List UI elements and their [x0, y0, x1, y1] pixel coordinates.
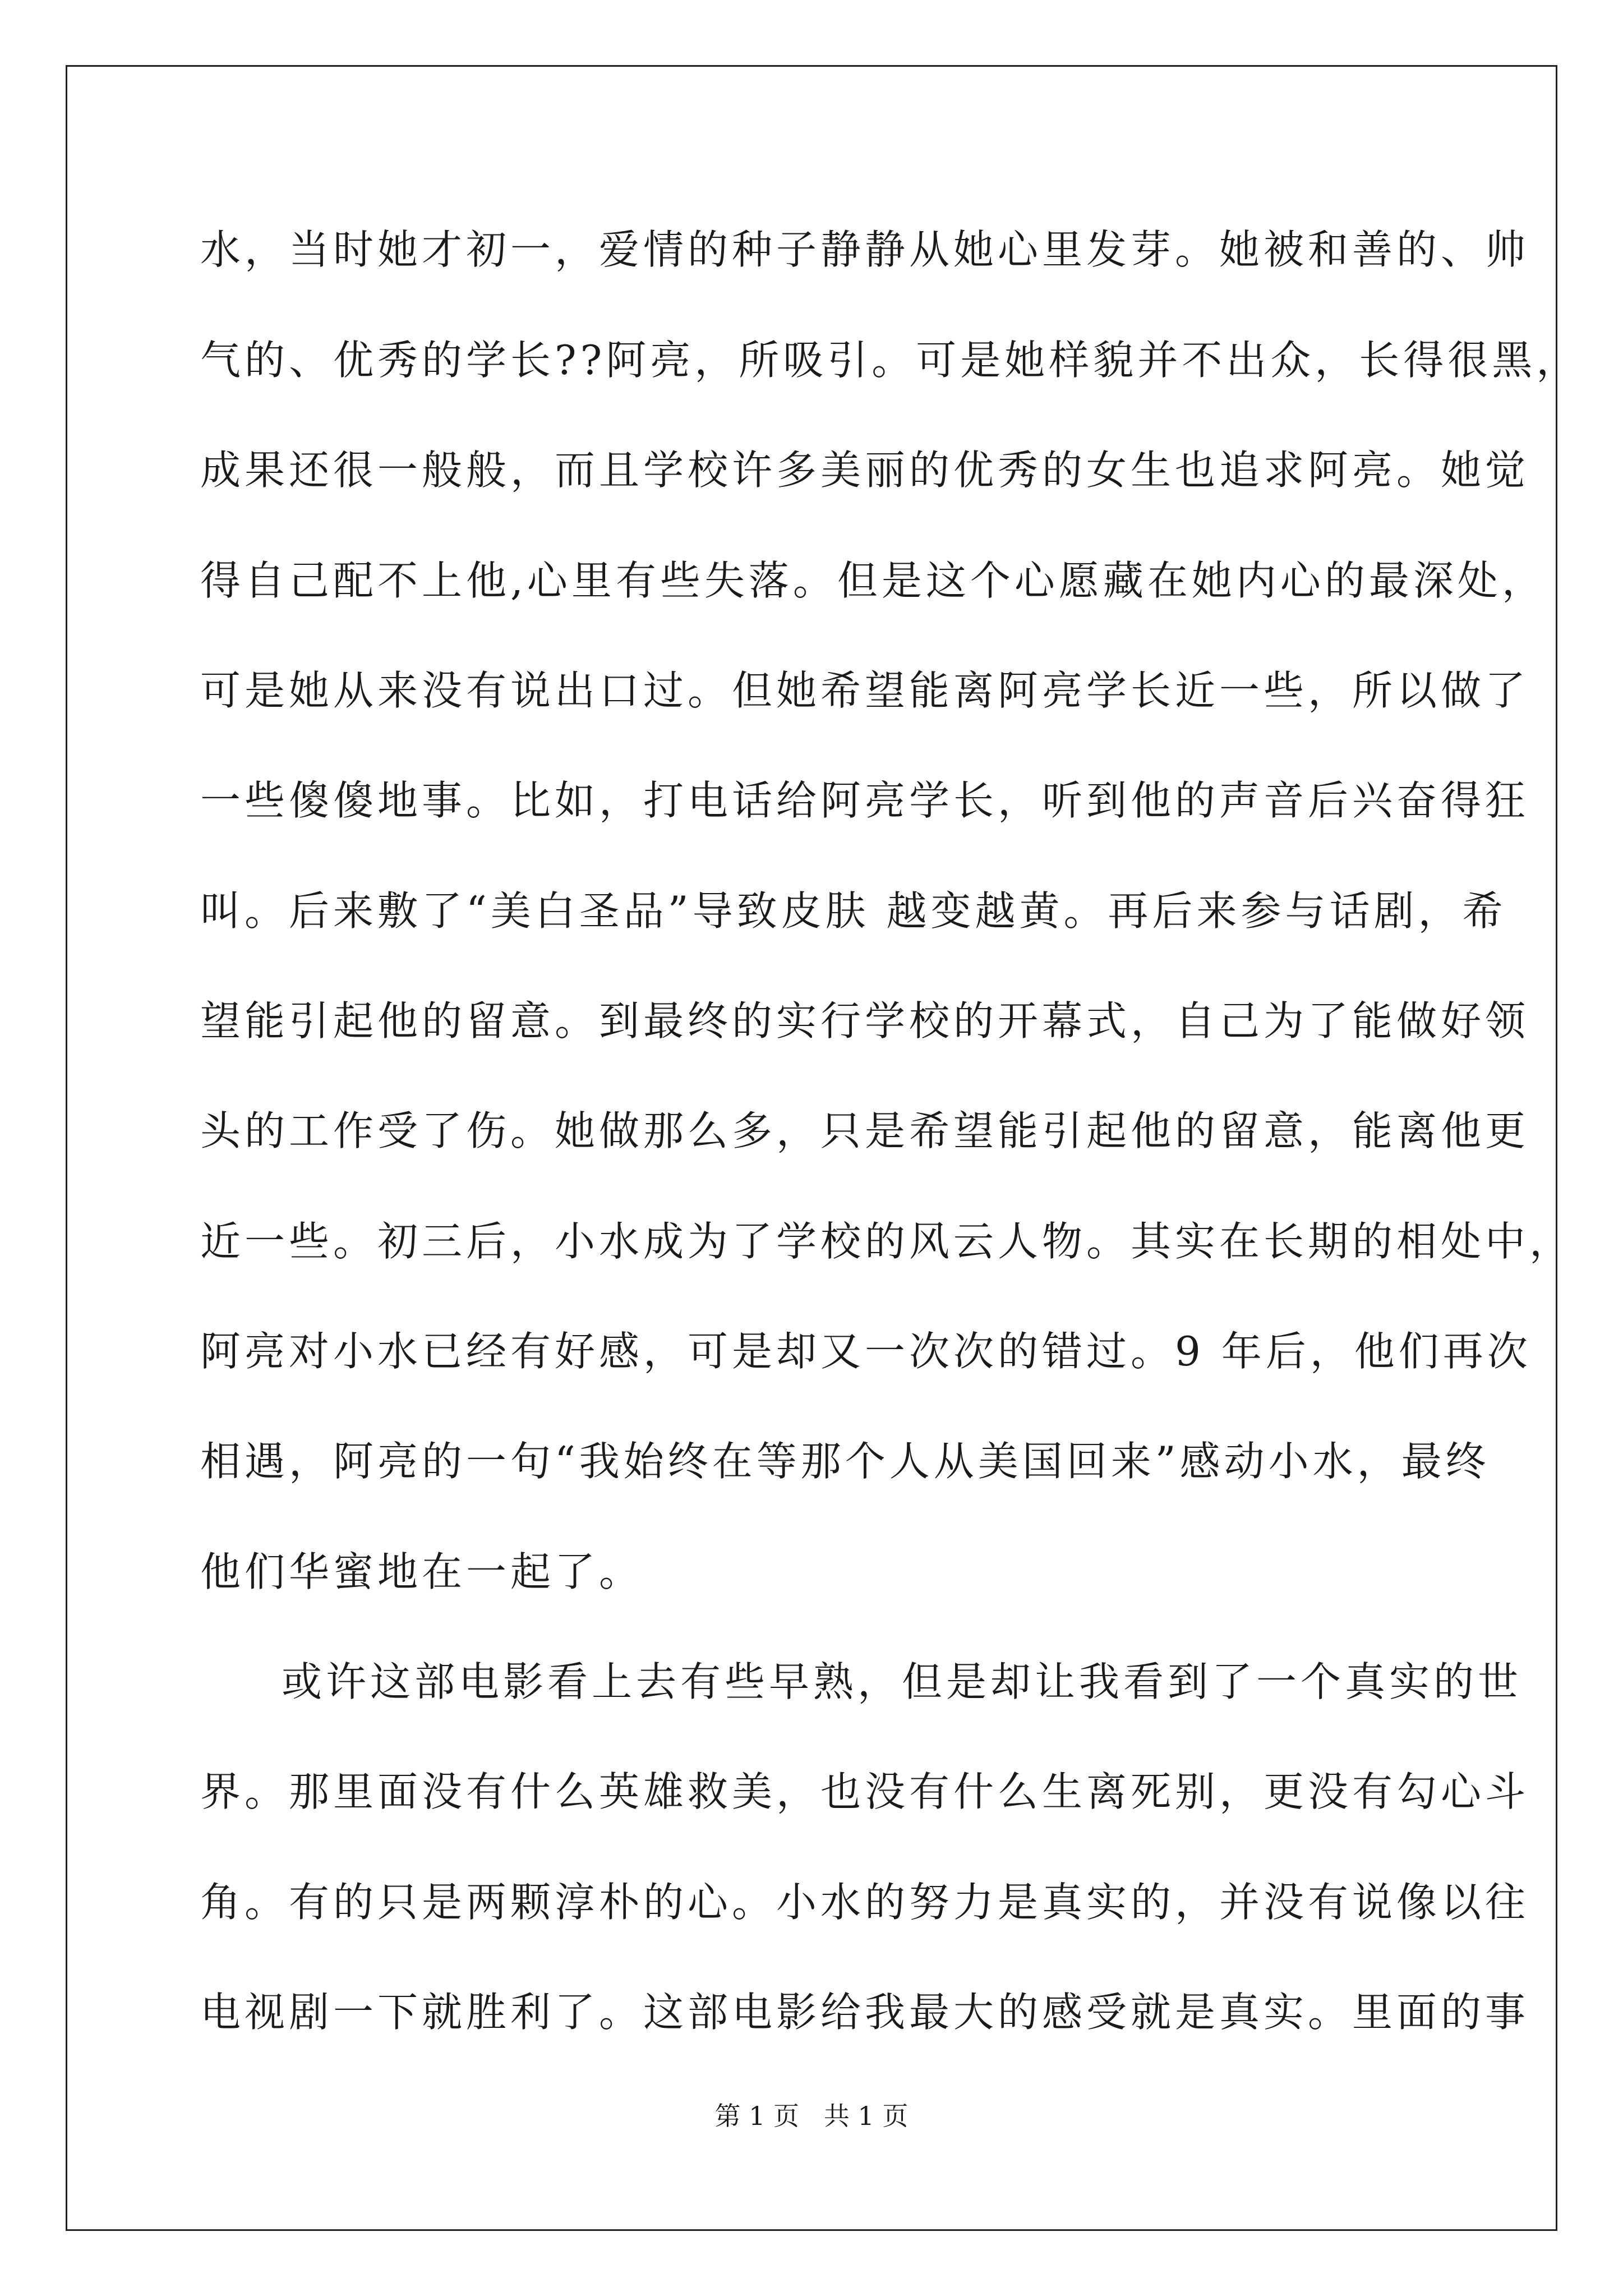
paragraph-line: 水，当时她才初一，爱情的种子静静从她心里发芽。她被和善的、帅	[200, 226, 1530, 273]
paragraph-line: 或许这部电影看上去有些早熟，但是却让我看到了一个真实的世	[282, 1658, 1523, 1705]
paragraph-line: 阿亮对小水已经有好感，可是却又一次次的错过。9 年后，他们再次	[200, 1328, 1532, 1375]
paragraph-line: 得自己配不上他,心里有些失落。但是这个心愿藏在她内心的最深处，	[200, 557, 1546, 604]
paragraph-line: 成果还很一般般，而且学校许多美丽的优秀的女生也追求阿亮。她觉	[200, 447, 1530, 494]
paragraph-line: 相遇，阿亮的一句“我始终在等那个人从美国回来”感动小水，最终	[200, 1438, 1490, 1485]
paragraph-line: 叫。后来敷了“美白圣品”导致皮肤 越变越黄。再后来参与话剧，希	[200, 887, 1507, 935]
paragraph-line: 近一些。初三后，小水成为了学校的风云人物。其实在长期的相处中，	[200, 1218, 1574, 1265]
paragraph-line: 头的工作受了伤。她做那么多，只是希望能引起他的留意，能离他更	[200, 1107, 1530, 1154]
paragraph-line: 角。有的只是两颗淳朴的心。小水的努力是真实的，并没有说像以往	[200, 1879, 1530, 1926]
paragraph-line: 电视剧一下就胜利了。这部电影给我最大的感受就是真实。里面的事	[200, 1989, 1530, 2036]
paragraph-line: 可是她从来没有说出口过。但她希望能离阿亮学长近一些，所以做了	[200, 667, 1530, 714]
paragraph-line: 一些傻傻地事。比如，打电话给阿亮学长，听到他的声音后兴奋得狂	[200, 777, 1530, 824]
paragraph-line: 界。那里面没有什么英雄救美，也没有什么生离死别，更没有勾心斗	[200, 1768, 1530, 1815]
paragraph-line: 他们华蜜地在一起了。	[200, 1548, 644, 1595]
paragraph-line: 望能引起他的留意。到最终的实行学校的开幕式，自己为了能做好领	[200, 997, 1530, 1045]
page-number-footer: 第 1 页 共 1 页	[714, 2101, 909, 2131]
paragraph-line: 气的、优秀的学长??阿亮，所吸引。可是她样貌并不出众，长得很黑，	[200, 337, 1581, 384]
